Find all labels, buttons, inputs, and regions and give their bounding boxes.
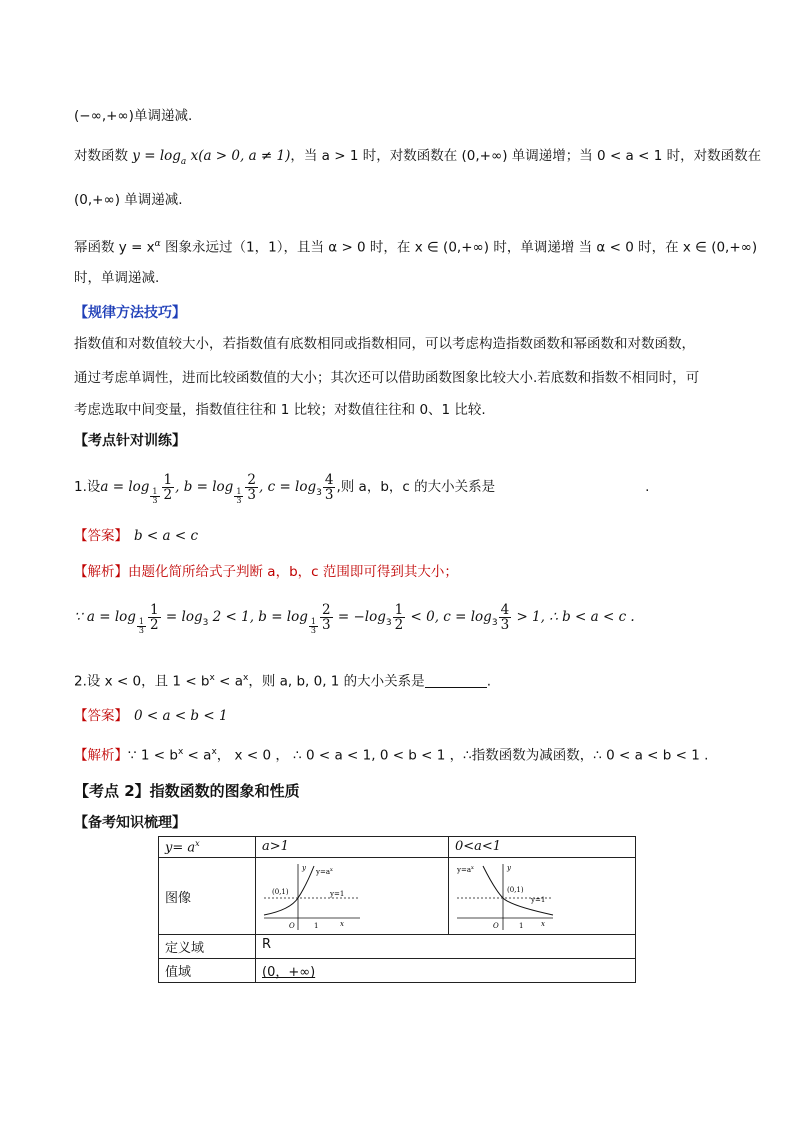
exponential-properties-table (158, 836, 636, 983)
solution-1-work: ∵ a = log $\frac{1}{3}$ $\frac{1}{2}$ = $\log_3 2 < 1$, b = log $\frac{1}{3}$ $\frac{2}{3}$ = $-\log_3$ $\frac{1}{2}$ < 0, $c = \log_3$ $\frac{4}{3}$ > 1, ∴ b < a < c . (74, 601, 635, 635)
intro-line-3: (0,+∞) 单调递减. (74, 192, 183, 208)
answer-1: 【答案】 b < a < c (74, 528, 199, 544)
domain-label: 定义域 (159, 935, 256, 959)
decreasing-exponential-graph (453, 860, 563, 932)
table-row-range (159, 959, 636, 983)
range-label: 值域 (159, 959, 256, 983)
increasing-exponential-graph (260, 860, 370, 932)
section-2-heading: 【考点 2】指数函数的图象和性质 (74, 782, 300, 800)
intro-line-power: 幂函数 $y = x^\alpha$ 图象永远过（1，1），且当 α > 0 时，在 x ∈ (0,+∞) 时，单调递增 当 α < 0 时，在 x ∈ (0,+∞) (74, 239, 758, 256)
svg-text:y: y (302, 864, 306, 873)
svg-text:(0,1): (0,1) (507, 886, 524, 895)
graph1-curve-label: $y=a^x$ (316, 867, 333, 877)
svg-text:O: O (289, 922, 295, 931)
svg-text:1: 1 (519, 922, 524, 931)
svg-text:O: O (493, 922, 499, 931)
knowledge-heading: 【备考知识梳理】 (74, 815, 186, 831)
tips-line-2: 通过考虑单调性，进而比较函数值的大小；其次还可以借助函数图象比较大小.若底数和指数不相同时，可 (74, 370, 700, 386)
intro-line-5: 时，单调递减. (74, 270, 160, 286)
tips-heading: 【规律方法技巧】 (74, 305, 186, 321)
header-function-cell: $y= a^x$ (159, 837, 256, 858)
intro-line-1: (−∞,+∞)单调递减. (74, 108, 193, 124)
svg-text:x: x (541, 920, 545, 929)
tips-line-3: 考虑选取中间变量，指数值往往和 1 比较；对数值往往和 0、1 比较. (74, 402, 486, 418)
svg-text:1: 1 (314, 922, 319, 931)
table-row-domain (159, 935, 636, 959)
answer-2: 【答案】 0 < a < b < 1 (74, 708, 228, 724)
tips-line-1: 指数值和对数值较大小，若指数值有底数相同或指数相同，可以考虑构造指数函数和幂函数和对数函数， (74, 336, 695, 352)
solution-2: 【解析】∵ $1 < b^x < a^x$， x < 0 ， ∴ 0 < a < 1, 0 < b < 1 ，∴指数函数为减函数，∴ 0 < a < b < 1 . (74, 747, 709, 764)
svg-text:y: y (507, 864, 511, 873)
graph-label: 图像 (159, 858, 256, 935)
svg-text:y=1: y=1 (330, 890, 345, 899)
graph2-curve-label: $y=a^x$ (457, 865, 474, 875)
table-row-header (159, 837, 636, 858)
graph-increasing-cell (256, 858, 449, 935)
svg-text:x: x (340, 920, 344, 929)
range-value: (0，+∞) (256, 959, 636, 983)
svg-text:(0,1): (0,1) (272, 888, 289, 897)
svg-text:y=1: y=1 (531, 896, 546, 905)
solution-1: 【解析】由题化简所给式子判断 a，b，c 范围即可得到其大小； (74, 564, 458, 580)
header-a-lt-1: 0<a<1 (449, 837, 636, 858)
domain-value: R (256, 935, 636, 959)
intro-line-log: 对数函数 $y = \log_a x(a > 0$, a ≠ 1)，当 a > 1 时，对数函数在 (0,+∞) 单调递增；当 0 < a < 1 时，对数函数在 (74, 148, 762, 167)
training-heading: 【考点针对训练】 (74, 433, 186, 449)
table-row-graph (159, 858, 636, 935)
question-2: 2.设 x < 0，且 $1 < b^x < a^x$，则 a, b, 0, 1 的大小关系是 . (74, 673, 491, 690)
header-a-gt-1: a>1 (256, 837, 449, 858)
graph-decreasing-cell (449, 858, 636, 935)
question-1: 1.设a = log $\frac{1}{3}$ $\frac{1}{2}$ , b = log $\frac{1}{3}$ $\frac{2}{3}$ , $c = \log_3$ $\frac{4}{3}$ ,则 a，b，c 的大小关系是 . (74, 471, 650, 505)
